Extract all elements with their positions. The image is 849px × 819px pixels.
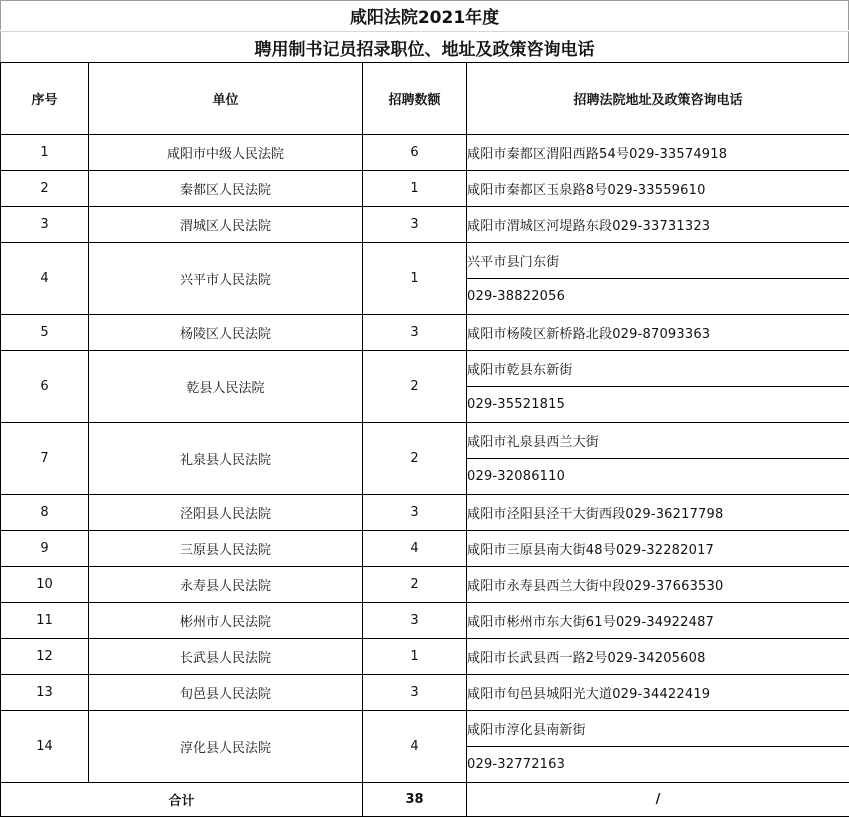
total-label: 合计 [1,783,363,817]
table-row [1,675,849,711]
table-row [1,603,849,639]
table-row [1,243,849,279]
cell-seq: 3 [1,207,89,243]
cell-address: 咸阳市礼泉县西兰大街 [467,423,849,459]
table-row [1,135,849,171]
cell-unit: 彬州市人民法院 [89,603,363,639]
cell-address: 咸阳市旬邑县城阳光大道029-34422419 [467,675,849,711]
cell-count: 2 [363,567,467,603]
cell-unit: 乾县人民法院 [89,351,363,423]
cell-seq: 12 [1,639,89,675]
cell-address: 咸阳市渭城区河堤路东段029-33731323 [467,207,849,243]
cell-unit: 旬邑县人民法院 [89,675,363,711]
cell-address: 咸阳市淳化县南新街 [467,711,849,747]
cell-seq: 7 [1,423,89,495]
cell-seq: 2 [1,171,89,207]
table-row [1,351,849,387]
cell-unit: 永寿县人民法院 [89,567,363,603]
cell-unit: 杨陵区人民法院 [89,315,363,351]
cell-unit: 淳化县人民法院 [89,711,363,783]
table-row [1,495,849,531]
cell-seq: 11 [1,603,89,639]
cell-unit: 兴平市人民法院 [89,243,363,315]
cell-count: 6 [363,135,467,171]
table-row [1,171,849,207]
cell-phone: 029-32086110 [467,459,849,495]
cell-unit: 秦都区人民法院 [89,171,363,207]
header-seq: 序号 [1,63,89,135]
cell-seq: 1 [1,135,89,171]
cell-count: 1 [363,171,467,207]
cell-count: 1 [363,639,467,675]
cell-address: 咸阳市永寿县西兰大街中段029-37663530 [467,567,849,603]
total-count: 38 [363,783,467,817]
table-header-row [1,63,849,135]
cell-address: 兴平市县门东街 [467,243,849,279]
cell-address: 咸阳市乾县东新街 [467,351,849,387]
cell-seq: 14 [1,711,89,783]
table-row [1,711,849,747]
table-row [1,315,849,351]
cell-count: 3 [363,315,467,351]
cell-unit: 三原县人民法院 [89,531,363,567]
cell-phone: 029-32772163 [467,747,849,783]
cell-address: 咸阳市杨陵区新桥路北段029-87093363 [467,315,849,351]
cell-address: 咸阳市秦都区渭阳西路54号029-33574918 [467,135,849,171]
cell-count: 2 [363,351,467,423]
table-row [1,531,849,567]
table-row [1,639,849,675]
cell-seq: 10 [1,567,89,603]
table-row [1,207,849,243]
cell-unit: 礼泉县人民法院 [89,423,363,495]
cell-address: 咸阳市三原县南大街48号029-32282017 [467,531,849,567]
cell-count: 3 [363,603,467,639]
cell-seq: 9 [1,531,89,567]
table-row [1,423,849,459]
cell-unit: 泾阳县人民法院 [89,495,363,531]
cell-address: 咸阳市秦都区玉泉路8号029-33559610 [467,171,849,207]
sheet-subtitle: 聘用制书记员招录职位、地址及政策咨询电话 [0,31,849,62]
cell-count: 3 [363,675,467,711]
cell-count: 2 [363,423,467,495]
recruitment-table [0,62,849,817]
header-address: 招聘法院地址及政策咨询电话 [467,63,849,135]
cell-count: 4 [363,531,467,567]
cell-seq: 13 [1,675,89,711]
cell-phone: 029-38822056 [467,279,849,315]
cell-address: 咸阳市长武县西一路2号029-34205608 [467,639,849,675]
total-address: / [467,783,849,817]
cell-seq: 4 [1,243,89,315]
sheet-title: 咸阳法院2021年度 [0,0,849,30]
header-unit: 单位 [89,63,363,135]
cell-unit: 渭城区人民法院 [89,207,363,243]
cell-address: 咸阳市彬州市东大街61号029-34922487 [467,603,849,639]
cell-seq: 8 [1,495,89,531]
cell-seq: 6 [1,351,89,423]
cell-address: 咸阳市泾阳县泾干大街西段029-36217798 [467,495,849,531]
cell-seq: 5 [1,315,89,351]
cell-count: 3 [363,207,467,243]
total-row [1,783,849,817]
cell-count: 3 [363,495,467,531]
table-row [1,567,849,603]
cell-phone: 029-35521815 [467,387,849,423]
cell-count: 4 [363,711,467,783]
cell-unit: 长武县人民法院 [89,639,363,675]
cell-unit: 咸阳市中级人民法院 [89,135,363,171]
header-count: 招聘数额 [363,63,467,135]
cell-count: 1 [363,243,467,315]
